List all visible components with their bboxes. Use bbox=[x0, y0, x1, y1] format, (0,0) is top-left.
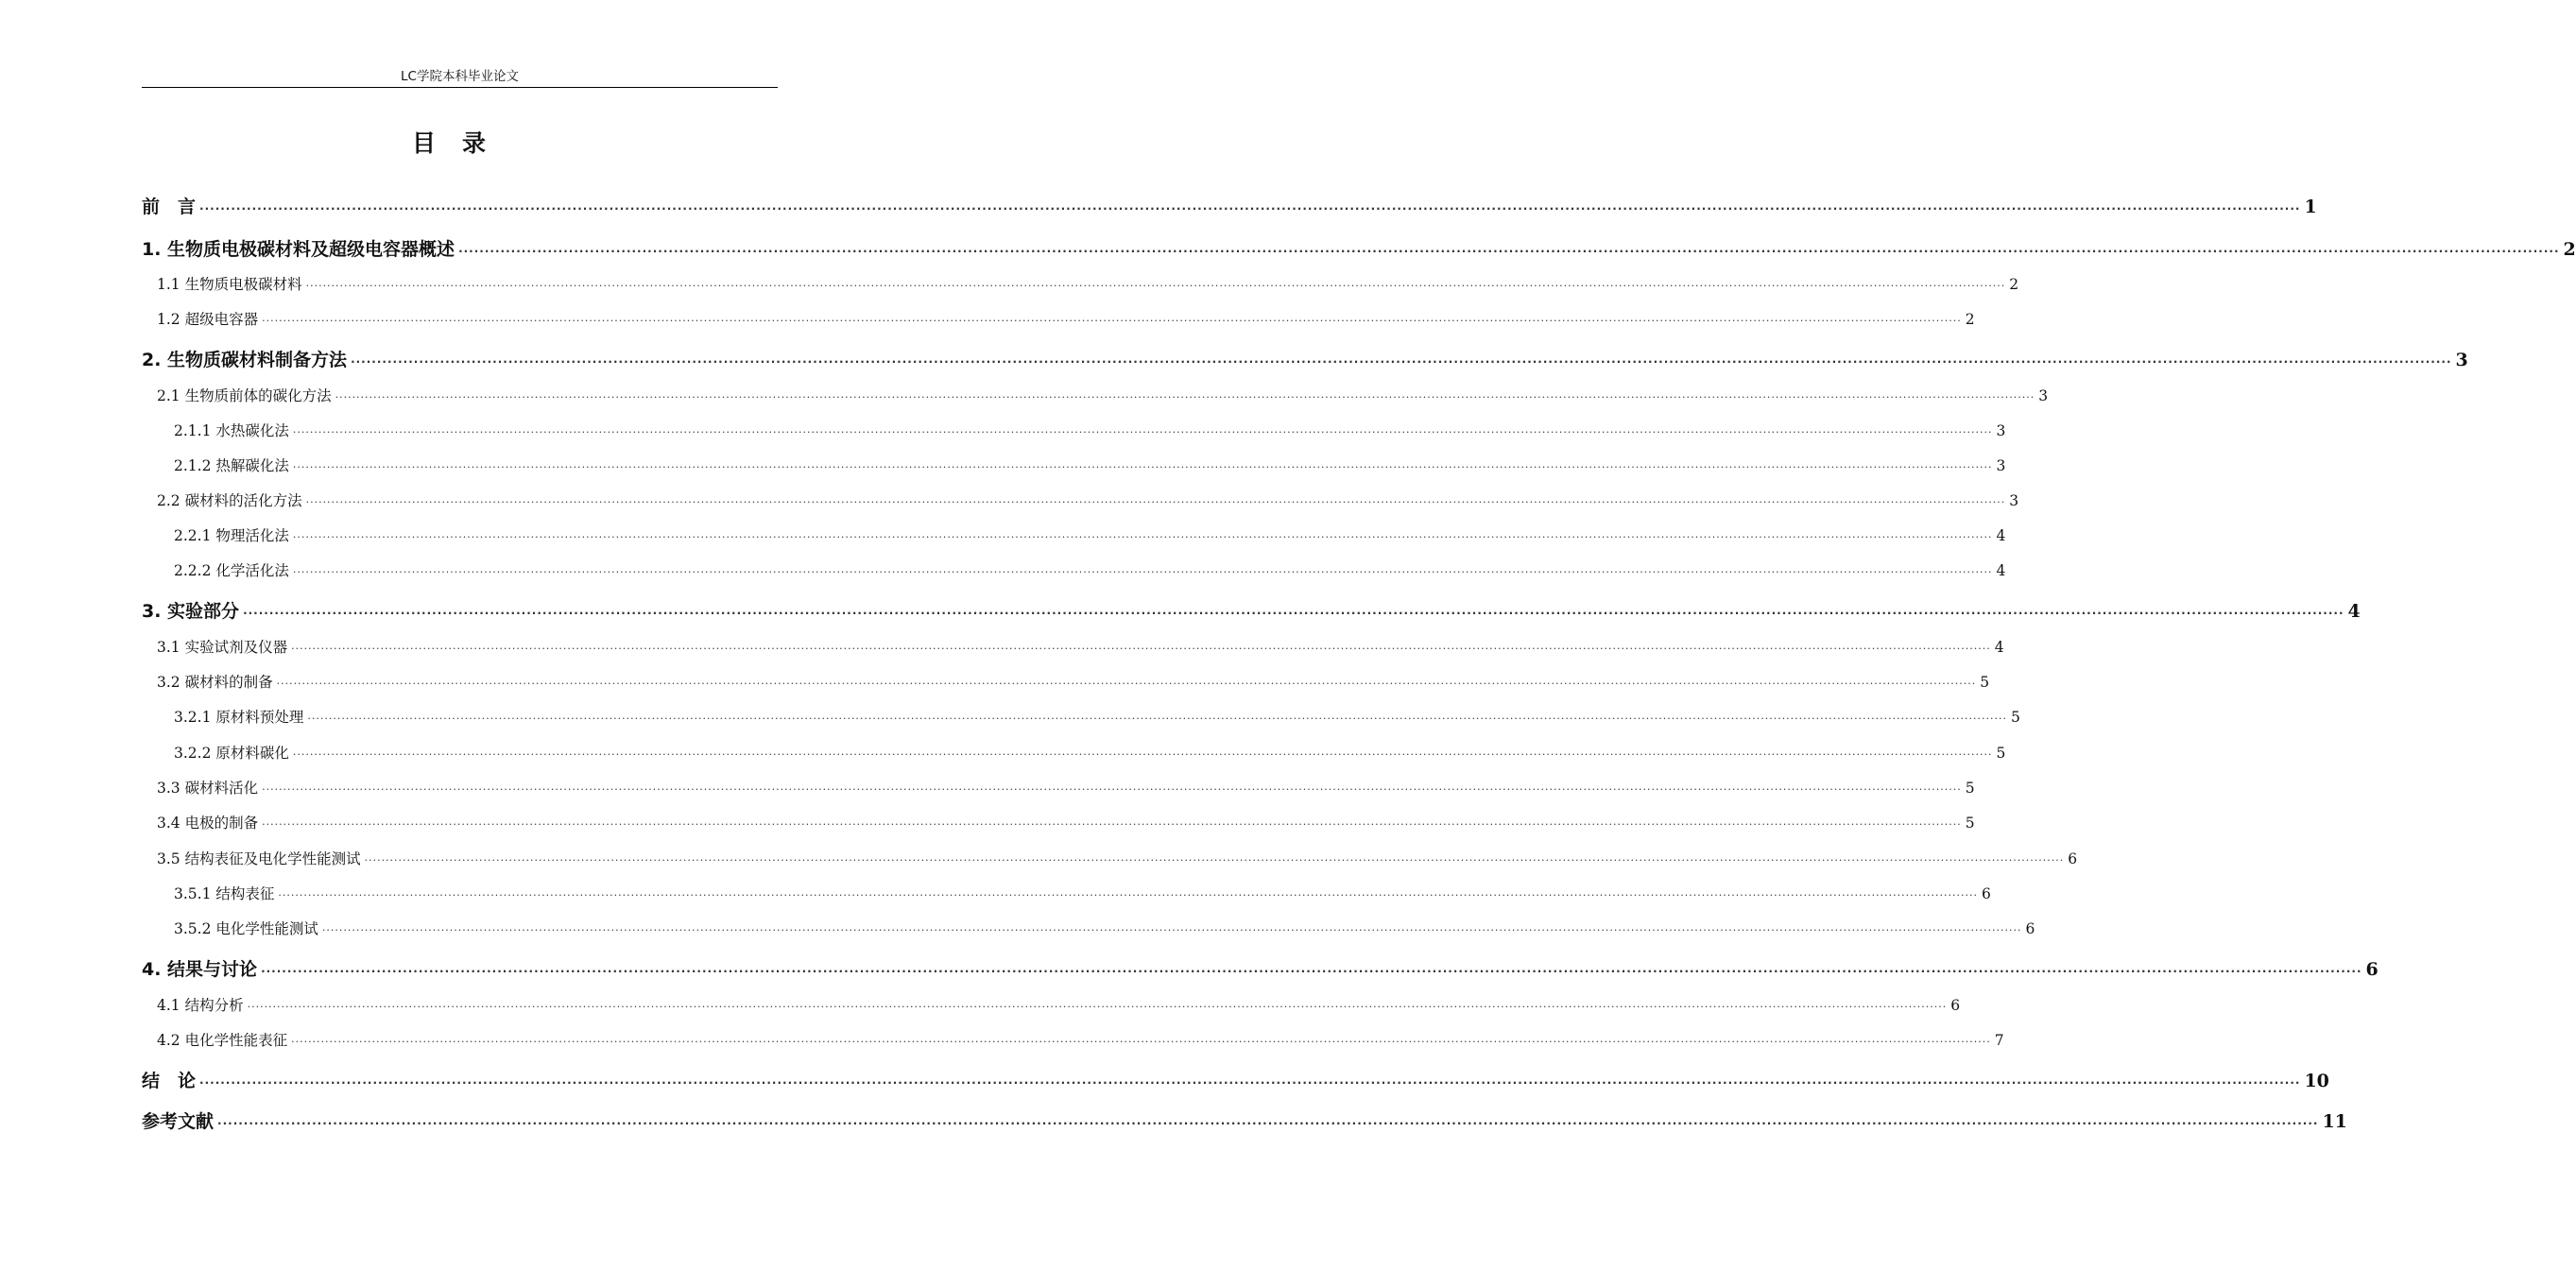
toc-entry[interactable] bbox=[142, 777, 1975, 798]
toc-leader-dots: ················································································································································································································································································································································································································ bbox=[276, 678, 1977, 690]
toc-entry[interactable] bbox=[142, 455, 2006, 475]
toc-entry[interactable] bbox=[142, 235, 2576, 261]
toc-entry-title: 2.2.2 化学活化法 bbox=[174, 562, 289, 579]
toc-leader-dots: ················································································································································································································································································································································································································ bbox=[292, 461, 1993, 473]
header-text: LC学院本科毕业论文 bbox=[401, 69, 519, 84]
toc-leader-dots: ················································································································································································································································································································································································································ bbox=[243, 607, 2344, 620]
toc-entry-page-number: 3 bbox=[2455, 350, 2468, 370]
toc-entry[interactable] bbox=[142, 420, 2006, 440]
toc-entry[interactable] bbox=[142, 918, 2035, 938]
toc-entry-page-number: 5 bbox=[1965, 815, 1975, 832]
toc-entry-page-number: 10 bbox=[2304, 1071, 2329, 1091]
toc-entry[interactable] bbox=[142, 1107, 2347, 1133]
toc-entry-title: 3.2.1 原材料预处理 bbox=[174, 709, 304, 726]
toc-entry-title: 1.2 超级电容器 bbox=[157, 311, 259, 328]
toc-entry-page-number: 4 bbox=[1994, 639, 2004, 656]
toc-entry-title: 2.1.1 水热碳化法 bbox=[174, 422, 289, 439]
toc-entry[interactable] bbox=[142, 1029, 2004, 1050]
toc-entry[interactable] bbox=[142, 812, 1975, 832]
toc-entry-page-number: 11 bbox=[2322, 1111, 2347, 1132]
toc-entry-page-number: 6 bbox=[2025, 920, 2035, 937]
toc-entry[interactable] bbox=[142, 955, 2379, 981]
toc-leader-dots: ················································································································································································································································································································································································································ bbox=[262, 315, 1962, 327]
toc-entry-page-number: 4 bbox=[1996, 562, 2006, 579]
toc-entry-title: 3.5.2 电化学性能测试 bbox=[174, 920, 318, 937]
toc-entry[interactable] bbox=[142, 308, 1975, 329]
page-title bbox=[0, 125, 898, 159]
toc-entry-title: 1. 生物质电极碳材料及超级电容器概述 bbox=[142, 239, 455, 260]
toc-entry[interactable] bbox=[142, 597, 2361, 623]
toc-leader-dots: ················································································································································································································································································································································································································ bbox=[217, 1117, 2319, 1130]
toc-entry-page-number: 1 bbox=[2304, 197, 2317, 217]
toc-entry-title: 2.2 碳材料的活化方法 bbox=[157, 492, 302, 509]
toc-leader-dots: ················································································································································································································································································································································································································ bbox=[292, 748, 1993, 761]
toc-entry-title: 3.1 实验试剂及仪器 bbox=[157, 639, 288, 656]
toc-entry[interactable] bbox=[142, 489, 2019, 510]
toc-entry[interactable] bbox=[142, 193, 2317, 218]
toc-entry-title: 2.2.1 物理活化法 bbox=[174, 527, 289, 544]
toc-leader-dots: ················································································································································································································································································································································································································ bbox=[261, 965, 2362, 978]
toc-leader-dots: ················································································································································································································································································································································································································ bbox=[335, 391, 2035, 403]
toc-leader-dots: ················································································································································································································································································································································································································ bbox=[292, 531, 1993, 543]
toc-entry[interactable] bbox=[142, 883, 1991, 903]
toc-entry-title: 结 论 bbox=[142, 1071, 197, 1091]
toc-entry-page-number: 5 bbox=[1980, 674, 1990, 691]
toc-leader-dots: ················································································································································································································································································································································································································ bbox=[199, 1076, 2301, 1090]
toc-entry[interactable] bbox=[142, 559, 2006, 580]
toc-entry-page-number: 2 bbox=[1965, 311, 1975, 328]
toc-entry-title: 前 言 bbox=[142, 197, 197, 217]
toc-leader-dots: ················································································································································································································································································································································································································ bbox=[247, 1001, 1948, 1013]
toc-leader-dots: ················································································································································································································································································································································································································ bbox=[305, 496, 2006, 508]
toc-entry-title: 3. 实验部分 bbox=[142, 601, 240, 622]
toc-entry-page-number: 4 bbox=[2347, 601, 2361, 622]
toc-leader-dots: ················································································································································································································································································································································································································ bbox=[305, 280, 2006, 292]
toc-entry-title: 2. 生物质碳材料制备方法 bbox=[142, 350, 348, 370]
toc-entry-title: 1.1 生物质电极碳材料 bbox=[157, 276, 302, 293]
toc-entry-title: 4. 结果与讨论 bbox=[142, 959, 258, 980]
toc-leader-dots: ················································································································································································································································································································································································································ bbox=[364, 854, 2065, 867]
toc-entry-page-number: 4 bbox=[1996, 527, 2006, 544]
toc-leader-dots: ················································································································································································································································································································································································································ bbox=[321, 924, 2022, 936]
toc-entry-page-number: 2 bbox=[2563, 239, 2576, 260]
toc-entry-page-number: 7 bbox=[1994, 1032, 2004, 1049]
toc-entry-page-number: 3 bbox=[2009, 492, 2019, 509]
toc-entry[interactable] bbox=[142, 848, 2078, 868]
toc-entry[interactable] bbox=[142, 742, 2006, 763]
toc-entry-title: 2.1 生物质前体的碳化方法 bbox=[157, 387, 332, 404]
toc-entry-title: 参考文献 bbox=[142, 1111, 215, 1132]
toc-entry-title: 3.5.1 结构表征 bbox=[174, 885, 275, 902]
toc-entry-page-number: 6 bbox=[1950, 997, 1961, 1014]
toc-entry[interactable] bbox=[142, 385, 2049, 405]
title-char-2: 录 bbox=[462, 129, 487, 157]
toc-leader-dots: ················································································································································································································································································································································································································ bbox=[199, 202, 2301, 215]
toc-entry-page-number: 5 bbox=[1996, 745, 2006, 762]
toc-leader-dots: ················································································································································································································································································································································································································ bbox=[291, 1036, 1991, 1048]
toc-entry-title: 3.2 碳材料的制备 bbox=[157, 674, 273, 691]
toc-leader-dots: ················································································································································································································································································································································································································ bbox=[278, 889, 1979, 901]
toc-entry-page-number: 3 bbox=[2038, 387, 2049, 404]
toc-entry-title: 2.1.2 热解碳化法 bbox=[174, 457, 289, 474]
toc-leader-dots: ················································································································································································································································································································································································································ bbox=[262, 818, 1962, 831]
toc-entry[interactable] bbox=[142, 994, 1961, 1015]
toc-leader-dots: ················································································································································································································································································································································································································ bbox=[291, 643, 1991, 655]
toc-entry[interactable] bbox=[142, 1067, 2329, 1092]
toc-leader-dots: ················································································································································································································································································································································································································ bbox=[351, 355, 2452, 369]
toc-entry-title: 4.2 电化学性能表征 bbox=[157, 1032, 288, 1049]
toc-entry-title: 3.2.2 原材料碳化 bbox=[174, 745, 289, 762]
toc-leader-dots: ················································································································································································································································································································································································································ bbox=[262, 783, 1962, 796]
toc-entry-page-number: 6 bbox=[1982, 885, 1991, 902]
toc-entry-page-number: 5 bbox=[2011, 709, 2020, 726]
toc-leader-dots: ················································································································································································································································································································································································································ bbox=[307, 712, 2008, 725]
toc-leader-dots: ················································································································································································································································································································································································································ bbox=[292, 426, 1993, 438]
toc-entry[interactable] bbox=[142, 671, 1990, 692]
toc-entry-page-number: 3 bbox=[1996, 422, 2006, 439]
toc-entry[interactable] bbox=[142, 273, 2019, 294]
title-char-1: 目 bbox=[411, 129, 436, 157]
page-header bbox=[142, 62, 778, 88]
toc-entry[interactable] bbox=[142, 346, 2468, 371]
toc-entry[interactable] bbox=[142, 636, 2004, 657]
toc-leader-dots: ················································································································································································································································································································································································································ bbox=[292, 566, 1993, 578]
toc-entry-title: 4.1 结构分析 bbox=[157, 997, 244, 1014]
toc-entry[interactable] bbox=[142, 706, 2020, 727]
toc-entry-title: 3.5 结构表征及电化学性能测试 bbox=[157, 850, 361, 867]
toc-entry-page-number: 6 bbox=[2365, 959, 2379, 980]
toc-entry-title: 3.3 碳材料活化 bbox=[157, 780, 259, 797]
toc-entry-title: 3.4 电极的制备 bbox=[157, 815, 259, 832]
toc-entry-page-number: 3 bbox=[1996, 457, 2006, 474]
toc-leader-dots: ················································································································································································································································································································································································································ bbox=[458, 245, 2560, 258]
toc-entry-page-number: 6 bbox=[2068, 850, 2078, 867]
toc-entry-page-number: 2 bbox=[2009, 276, 2019, 293]
toc-entry[interactable] bbox=[142, 524, 2006, 545]
toc-entry-page-number: 5 bbox=[1965, 780, 1975, 797]
